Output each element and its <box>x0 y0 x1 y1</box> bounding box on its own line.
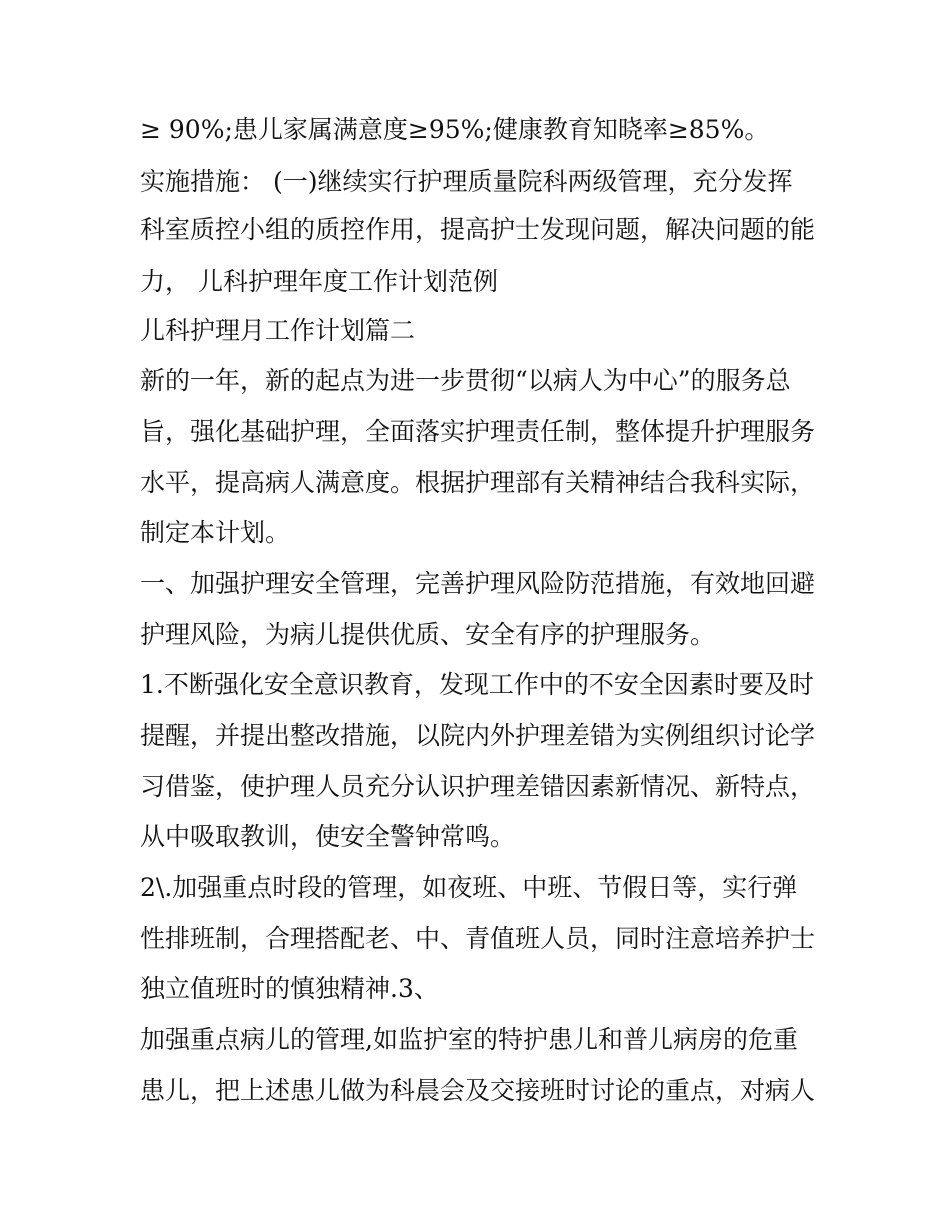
text-line: 习借鉴，使护理人员充分认识护理差错因素新情况、新特点， <box>140 772 816 801</box>
text-line: 提醒，并提出整改措施，以院内外护理差错为实例组织讨论学 <box>140 721 816 750</box>
text-line: 水平，提高病人满意度。根据护理部有关精神结合我科实际， <box>140 468 816 497</box>
text-line: 新的一年，新的起点为进一步贯彻“以病人为中心”的服务总 <box>140 366 791 395</box>
text-line: ≥ 90%;患儿家属满意度≥95%;健康教育知晓率≥85%。 <box>140 115 770 144</box>
text-line: 2\.加强重点时段的管理，如夜班、中班、节假日等，实行弹 <box>140 873 798 902</box>
text-line: 独立值班时的慎独精神.3、 <box>140 974 439 1003</box>
text-line: 制定本计划。 <box>140 518 291 547</box>
text-line: 1.不断强化安全意识教育，发现工作中的不安全因素时要及时 <box>140 670 814 699</box>
text-line: 旨，强化基础护理，全面落实护理责任制，整体提升护理服务 <box>140 417 816 446</box>
text-line: 儿科护理月工作计划篇二 <box>140 316 416 345</box>
text-line: 患儿，把上述患儿做为科晨会及交接班时讨论的重点，对病人 <box>140 1076 816 1105</box>
text-line: 科室质控小组的质控作用，提高护士发现问题，解决问题的能 <box>140 215 816 244</box>
text-line: 一、加强护理安全管理，完善护理风险防范措施，有效地回避 <box>140 569 816 598</box>
text-line: 实施措施： (一)继续实行护理质量院科两级管理，充分发挥 <box>140 167 793 196</box>
text-line: 性排班制，合理搭配老、中、青值班人员，同时注意培养护士 <box>140 924 816 953</box>
text-line: 护理风险，为病儿提供优质、安全有序的护理服务。 <box>140 620 716 649</box>
text-line: 加强重点病儿的管理,如监护室的特护患儿和普儿病房的危重 <box>140 1025 798 1054</box>
text-line: 力， 儿科护理年度工作计划范例 <box>140 267 498 296</box>
text-line: 从中吸取教训，使安全警钟常鸣。 <box>140 822 516 851</box>
